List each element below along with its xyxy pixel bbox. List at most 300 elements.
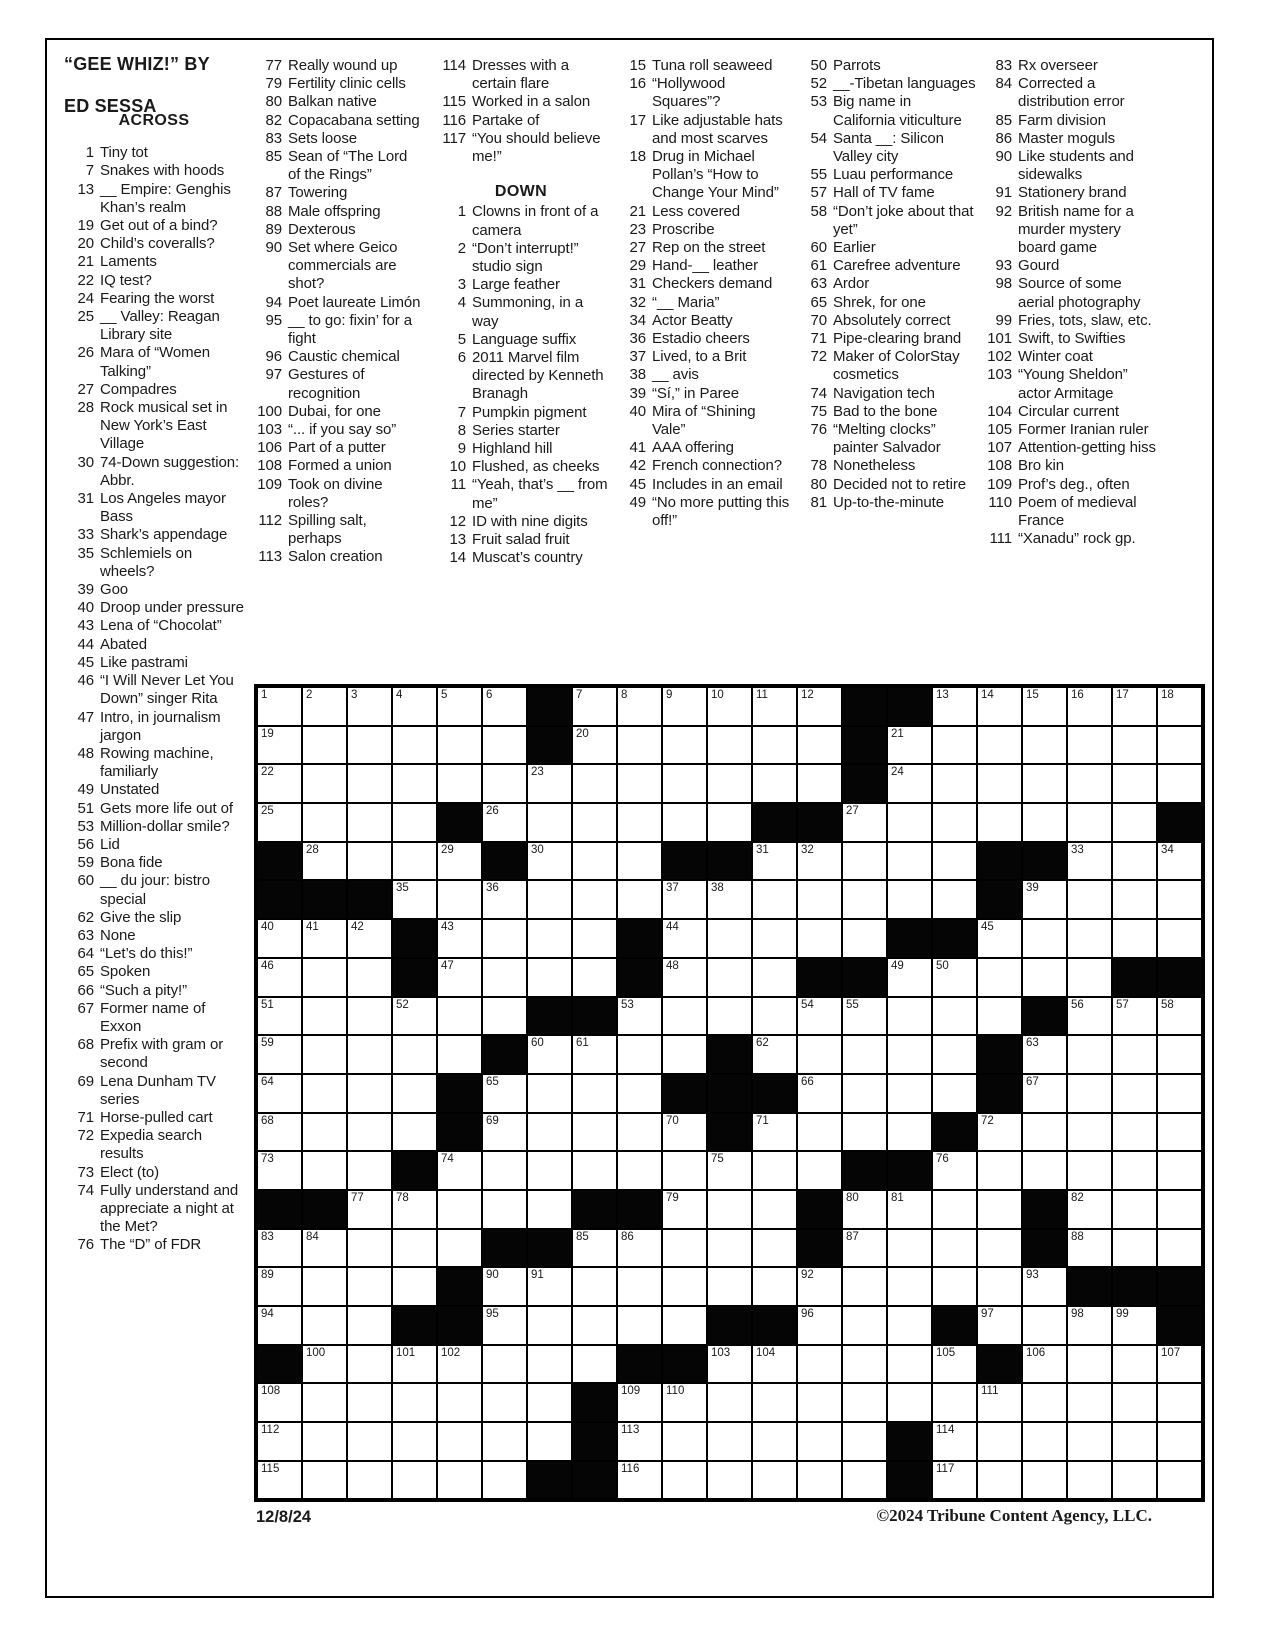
grid-cell-r14c3[interactable] bbox=[347, 1190, 392, 1229]
grid-cell-r9c15[interactable] bbox=[887, 997, 932, 1036]
grid-cell-r20c11[interactable] bbox=[707, 1422, 752, 1461]
grid-cell-r9c16[interactable] bbox=[932, 997, 977, 1036]
grid-cell-r17c19[interactable] bbox=[1067, 1306, 1112, 1345]
grid-cell-r8c6[interactable] bbox=[482, 958, 527, 997]
grid-cell-r12c10[interactable] bbox=[662, 1113, 707, 1152]
grid-cell-r2c17[interactable] bbox=[977, 726, 1022, 765]
grid-cell-r14c4[interactable] bbox=[392, 1190, 437, 1229]
grid-cell-r16c3[interactable] bbox=[347, 1267, 392, 1306]
grid-cell-r20c3[interactable] bbox=[347, 1422, 392, 1461]
grid-cell-r15c1[interactable] bbox=[257, 1229, 302, 1268]
grid-cell-r19c18[interactable] bbox=[1022, 1383, 1067, 1422]
grid-cell-r10c3[interactable] bbox=[347, 1035, 392, 1074]
grid-cell-r14c21[interactable] bbox=[1157, 1190, 1202, 1229]
grid-cell-r18c7[interactable] bbox=[527, 1345, 572, 1384]
grid-cell-r14c14[interactable] bbox=[842, 1190, 887, 1229]
grid-cell-r10c8[interactable] bbox=[572, 1035, 617, 1074]
grid-cell-r2c21[interactable] bbox=[1157, 726, 1202, 765]
grid-cell-r15c12[interactable] bbox=[752, 1229, 797, 1268]
grid-cell-r4c17[interactable] bbox=[977, 803, 1022, 842]
grid-cell-r16c6[interactable] bbox=[482, 1267, 527, 1306]
grid-cell-r1c12[interactable] bbox=[752, 687, 797, 726]
grid-cell-r11c13[interactable] bbox=[797, 1074, 842, 1113]
grid-cell-r3c15[interactable] bbox=[887, 764, 932, 803]
grid-cell-r4c16[interactable] bbox=[932, 803, 977, 842]
grid-cell-r13c6[interactable] bbox=[482, 1151, 527, 1190]
grid-cell-r11c8[interactable] bbox=[572, 1074, 617, 1113]
grid-cell-r10c16[interactable] bbox=[932, 1035, 977, 1074]
grid-cell-r20c5[interactable] bbox=[437, 1422, 482, 1461]
grid-cell-r17c18[interactable] bbox=[1022, 1306, 1067, 1345]
grid-cell-r8c5[interactable] bbox=[437, 958, 482, 997]
grid-cell-r1c4[interactable] bbox=[392, 687, 437, 726]
grid-cell-r5c12[interactable] bbox=[752, 842, 797, 881]
grid-cell-r15c9[interactable] bbox=[617, 1229, 662, 1268]
grid-cell-r7c7[interactable] bbox=[527, 919, 572, 958]
grid-cell-r14c16[interactable] bbox=[932, 1190, 977, 1229]
grid-cell-r13c1[interactable] bbox=[257, 1151, 302, 1190]
grid-cell-r1c17[interactable] bbox=[977, 687, 1022, 726]
grid-cell-r5c14[interactable] bbox=[842, 842, 887, 881]
grid-cell-r19c10[interactable] bbox=[662, 1383, 707, 1422]
grid-cell-r19c4[interactable] bbox=[392, 1383, 437, 1422]
grid-cell-r17c15[interactable] bbox=[887, 1306, 932, 1345]
grid-cell-r18c19[interactable] bbox=[1067, 1345, 1112, 1384]
grid-cell-r21c18[interactable] bbox=[1022, 1461, 1067, 1500]
grid-cell-r13c13[interactable] bbox=[797, 1151, 842, 1190]
grid-cell-r3c18[interactable] bbox=[1022, 764, 1067, 803]
grid-cell-r1c2[interactable] bbox=[302, 687, 347, 726]
grid-cell-r2c6[interactable] bbox=[482, 726, 527, 765]
grid-cell-r21c16[interactable] bbox=[932, 1461, 977, 1500]
grid-cell-r11c1[interactable] bbox=[257, 1074, 302, 1113]
grid-cell-r17c13[interactable] bbox=[797, 1306, 842, 1345]
grid-cell-r2c12[interactable] bbox=[752, 726, 797, 765]
grid-cell-r20c2[interactable] bbox=[302, 1422, 347, 1461]
grid-cell-r4c11[interactable] bbox=[707, 803, 752, 842]
grid-cell-r6c10[interactable] bbox=[662, 880, 707, 919]
grid-cell-r3c21[interactable] bbox=[1157, 764, 1202, 803]
grid-cell-r14c19[interactable] bbox=[1067, 1190, 1112, 1229]
grid-cell-r4c8[interactable] bbox=[572, 803, 617, 842]
grid-cell-r9c10[interactable] bbox=[662, 997, 707, 1036]
grid-cell-r10c5[interactable] bbox=[437, 1035, 482, 1074]
grid-cell-r16c12[interactable] bbox=[752, 1267, 797, 1306]
grid-cell-r12c6[interactable] bbox=[482, 1113, 527, 1152]
grid-cell-r19c2[interactable] bbox=[302, 1383, 347, 1422]
grid-cell-r6c14[interactable] bbox=[842, 880, 887, 919]
grid-cell-r8c11[interactable] bbox=[707, 958, 752, 997]
grid-cell-r15c8[interactable] bbox=[572, 1229, 617, 1268]
grid-cell-r20c19[interactable] bbox=[1067, 1422, 1112, 1461]
grid-cell-r1c8[interactable] bbox=[572, 687, 617, 726]
grid-cell-r18c8[interactable] bbox=[572, 1345, 617, 1384]
grid-cell-r6c18[interactable] bbox=[1022, 880, 1067, 919]
grid-cell-r2c8[interactable] bbox=[572, 726, 617, 765]
grid-cell-r19c19[interactable] bbox=[1067, 1383, 1112, 1422]
grid-cell-r21c5[interactable] bbox=[437, 1461, 482, 1500]
grid-cell-r3c3[interactable] bbox=[347, 764, 392, 803]
grid-cell-r6c16[interactable] bbox=[932, 880, 977, 919]
grid-cell-r18c15[interactable] bbox=[887, 1345, 932, 1384]
grid-cell-r7c8[interactable] bbox=[572, 919, 617, 958]
grid-cell-r3c20[interactable] bbox=[1112, 764, 1157, 803]
grid-cell-r19c7[interactable] bbox=[527, 1383, 572, 1422]
grid-cell-r12c7[interactable] bbox=[527, 1113, 572, 1152]
grid-cell-r3c17[interactable] bbox=[977, 764, 1022, 803]
grid-cell-r13c10[interactable] bbox=[662, 1151, 707, 1190]
grid-cell-r18c5[interactable] bbox=[437, 1345, 482, 1384]
grid-cell-r14c12[interactable] bbox=[752, 1190, 797, 1229]
grid-cell-r2c18[interactable] bbox=[1022, 726, 1067, 765]
grid-cell-r19c3[interactable] bbox=[347, 1383, 392, 1422]
grid-cell-r10c19[interactable] bbox=[1067, 1035, 1112, 1074]
grid-cell-r17c9[interactable] bbox=[617, 1306, 662, 1345]
grid-cell-r6c15[interactable] bbox=[887, 880, 932, 919]
grid-cell-r18c11[interactable] bbox=[707, 1345, 752, 1384]
grid-cell-r12c3[interactable] bbox=[347, 1113, 392, 1152]
grid-cell-r8c18[interactable] bbox=[1022, 958, 1067, 997]
grid-cell-r9c17[interactable] bbox=[977, 997, 1022, 1036]
grid-cell-r7c2[interactable] bbox=[302, 919, 347, 958]
grid-cell-r10c13[interactable] bbox=[797, 1035, 842, 1074]
grid-cell-r18c20[interactable] bbox=[1112, 1345, 1157, 1384]
grid-cell-r3c1[interactable] bbox=[257, 764, 302, 803]
grid-cell-r19c6[interactable] bbox=[482, 1383, 527, 1422]
grid-cell-r7c11[interactable] bbox=[707, 919, 752, 958]
grid-cell-r5c7[interactable] bbox=[527, 842, 572, 881]
grid-cell-r16c15[interactable] bbox=[887, 1267, 932, 1306]
grid-cell-r19c13[interactable] bbox=[797, 1383, 842, 1422]
grid-cell-r16c14[interactable] bbox=[842, 1267, 887, 1306]
grid-cell-r1c20[interactable] bbox=[1112, 687, 1157, 726]
grid-cell-r8c8[interactable] bbox=[572, 958, 617, 997]
grid-cell-r11c16[interactable] bbox=[932, 1074, 977, 1113]
grid-cell-r4c18[interactable] bbox=[1022, 803, 1067, 842]
grid-cell-r21c3[interactable] bbox=[347, 1461, 392, 1500]
grid-cell-r2c1[interactable] bbox=[257, 726, 302, 765]
grid-cell-r1c21[interactable] bbox=[1157, 687, 1202, 726]
grid-cell-r21c1[interactable] bbox=[257, 1461, 302, 1500]
grid-cell-r16c1[interactable] bbox=[257, 1267, 302, 1306]
grid-cell-r7c19[interactable] bbox=[1067, 919, 1112, 958]
grid-cell-r19c1[interactable] bbox=[257, 1383, 302, 1422]
grid-cell-r5c4[interactable] bbox=[392, 842, 437, 881]
grid-cell-r12c9[interactable] bbox=[617, 1113, 662, 1152]
grid-cell-r20c20[interactable] bbox=[1112, 1422, 1157, 1461]
grid-cell-r9c1[interactable] bbox=[257, 997, 302, 1036]
grid-cell-r18c2[interactable] bbox=[302, 1345, 347, 1384]
grid-cell-r6c13[interactable] bbox=[797, 880, 842, 919]
grid-cell-r6c7[interactable] bbox=[527, 880, 572, 919]
grid-cell-r16c17[interactable] bbox=[977, 1267, 1022, 1306]
grid-cell-r1c3[interactable] bbox=[347, 687, 392, 726]
grid-cell-r5c15[interactable] bbox=[887, 842, 932, 881]
grid-cell-r4c15[interactable] bbox=[887, 803, 932, 842]
grid-cell-r11c3[interactable] bbox=[347, 1074, 392, 1113]
grid-cell-r19c17[interactable] bbox=[977, 1383, 1022, 1422]
grid-cell-r12c8[interactable] bbox=[572, 1113, 617, 1152]
grid-cell-r10c18[interactable] bbox=[1022, 1035, 1067, 1074]
grid-cell-r9c9[interactable] bbox=[617, 997, 662, 1036]
grid-cell-r8c1[interactable] bbox=[257, 958, 302, 997]
grid-cell-r12c21[interactable] bbox=[1157, 1113, 1202, 1152]
grid-cell-r18c4[interactable] bbox=[392, 1345, 437, 1384]
grid-cell-r21c21[interactable] bbox=[1157, 1461, 1202, 1500]
grid-cell-r13c16[interactable] bbox=[932, 1151, 977, 1190]
grid-cell-r10c20[interactable] bbox=[1112, 1035, 1157, 1074]
grid-cell-r12c17[interactable] bbox=[977, 1113, 1022, 1152]
grid-cell-r16c2[interactable] bbox=[302, 1267, 347, 1306]
grid-cell-r15c17[interactable] bbox=[977, 1229, 1022, 1268]
grid-cell-r1c1[interactable] bbox=[257, 687, 302, 726]
grid-cell-r15c16[interactable] bbox=[932, 1229, 977, 1268]
grid-cell-r2c15[interactable] bbox=[887, 726, 932, 765]
grid-cell-r5c21[interactable] bbox=[1157, 842, 1202, 881]
grid-cell-r4c3[interactable] bbox=[347, 803, 392, 842]
grid-cell-r4c2[interactable] bbox=[302, 803, 347, 842]
grid-cell-r18c16[interactable] bbox=[932, 1345, 977, 1384]
grid-cell-r6c11[interactable] bbox=[707, 880, 752, 919]
grid-cell-r16c10[interactable] bbox=[662, 1267, 707, 1306]
grid-cell-r13c11[interactable] bbox=[707, 1151, 752, 1190]
grid-cell-r11c20[interactable] bbox=[1112, 1074, 1157, 1113]
grid-cell-r9c13[interactable] bbox=[797, 997, 842, 1036]
grid-cell-r10c21[interactable] bbox=[1157, 1035, 1202, 1074]
grid-cell-r17c6[interactable] bbox=[482, 1306, 527, 1345]
grid-cell-r13c18[interactable] bbox=[1022, 1151, 1067, 1190]
grid-cell-r5c16[interactable] bbox=[932, 842, 977, 881]
grid-cell-r10c10[interactable] bbox=[662, 1035, 707, 1074]
grid-cell-r7c20[interactable] bbox=[1112, 919, 1157, 958]
grid-cell-r16c13[interactable] bbox=[797, 1267, 842, 1306]
grid-cell-r19c14[interactable] bbox=[842, 1383, 887, 1422]
grid-cell-r6c6[interactable] bbox=[482, 880, 527, 919]
grid-cell-r16c8[interactable] bbox=[572, 1267, 617, 1306]
grid-cell-r2c16[interactable] bbox=[932, 726, 977, 765]
grid-cell-r13c19[interactable] bbox=[1067, 1151, 1112, 1190]
grid-cell-r13c5[interactable] bbox=[437, 1151, 482, 1190]
grid-cell-r4c6[interactable] bbox=[482, 803, 527, 842]
grid-cell-r4c20[interactable] bbox=[1112, 803, 1157, 842]
grid-cell-r9c14[interactable] bbox=[842, 997, 887, 1036]
grid-cell-r9c2[interactable] bbox=[302, 997, 347, 1036]
grid-cell-r4c14[interactable] bbox=[842, 803, 887, 842]
grid-cell-r10c2[interactable] bbox=[302, 1035, 347, 1074]
grid-cell-r7c13[interactable] bbox=[797, 919, 842, 958]
grid-cell-r10c14[interactable] bbox=[842, 1035, 887, 1074]
grid-cell-r7c10[interactable] bbox=[662, 919, 707, 958]
grid-cell-r1c9[interactable] bbox=[617, 687, 662, 726]
grid-cell-r7c14[interactable] bbox=[842, 919, 887, 958]
grid-cell-r17c20[interactable] bbox=[1112, 1306, 1157, 1345]
grid-cell-r20c4[interactable] bbox=[392, 1422, 437, 1461]
grid-cell-r7c21[interactable] bbox=[1157, 919, 1202, 958]
grid-cell-r19c15[interactable] bbox=[887, 1383, 932, 1422]
grid-cell-r2c4[interactable] bbox=[392, 726, 437, 765]
grid-cell-r20c14[interactable] bbox=[842, 1422, 887, 1461]
grid-cell-r5c13[interactable] bbox=[797, 842, 842, 881]
grid-cell-r1c11[interactable] bbox=[707, 687, 752, 726]
grid-cell-r3c8[interactable] bbox=[572, 764, 617, 803]
grid-cell-r14c17[interactable] bbox=[977, 1190, 1022, 1229]
grid-cell-r19c11[interactable] bbox=[707, 1383, 752, 1422]
grid-cell-r15c11[interactable] bbox=[707, 1229, 752, 1268]
grid-cell-r17c2[interactable] bbox=[302, 1306, 347, 1345]
grid-cell-r6c19[interactable] bbox=[1067, 880, 1112, 919]
grid-cell-r7c6[interactable] bbox=[482, 919, 527, 958]
grid-cell-r20c13[interactable] bbox=[797, 1422, 842, 1461]
grid-cell-r10c15[interactable] bbox=[887, 1035, 932, 1074]
grid-cell-r20c17[interactable] bbox=[977, 1422, 1022, 1461]
grid-cell-r20c18[interactable] bbox=[1022, 1422, 1067, 1461]
grid-cell-r4c1[interactable] bbox=[257, 803, 302, 842]
grid-cell-r6c8[interactable] bbox=[572, 880, 617, 919]
grid-cell-r15c2[interactable] bbox=[302, 1229, 347, 1268]
grid-cell-r9c12[interactable] bbox=[752, 997, 797, 1036]
grid-cell-r15c5[interactable] bbox=[437, 1229, 482, 1268]
grid-cell-r19c21[interactable] bbox=[1157, 1383, 1202, 1422]
grid-cell-r9c21[interactable] bbox=[1157, 997, 1202, 1036]
grid-cell-r17c7[interactable] bbox=[527, 1306, 572, 1345]
grid-cell-r21c11[interactable] bbox=[707, 1461, 752, 1500]
grid-cell-r11c2[interactable] bbox=[302, 1074, 347, 1113]
grid-cell-r20c21[interactable] bbox=[1157, 1422, 1202, 1461]
grid-cell-r18c6[interactable] bbox=[482, 1345, 527, 1384]
grid-cell-r13c17[interactable] bbox=[977, 1151, 1022, 1190]
grid-cell-r7c18[interactable] bbox=[1022, 919, 1067, 958]
grid-cell-r21c6[interactable] bbox=[482, 1461, 527, 1500]
grid-cell-r8c12[interactable] bbox=[752, 958, 797, 997]
grid-cell-r5c5[interactable] bbox=[437, 842, 482, 881]
grid-cell-r8c2[interactable] bbox=[302, 958, 347, 997]
grid-cell-r8c15[interactable] bbox=[887, 958, 932, 997]
grid-cell-r13c20[interactable] bbox=[1112, 1151, 1157, 1190]
grid-cell-r6c5[interactable] bbox=[437, 880, 482, 919]
grid-cell-r20c9[interactable] bbox=[617, 1422, 662, 1461]
grid-cell-r2c9[interactable] bbox=[617, 726, 662, 765]
grid-cell-r1c19[interactable] bbox=[1067, 687, 1112, 726]
grid-cell-r12c12[interactable] bbox=[752, 1113, 797, 1152]
grid-cell-r19c5[interactable] bbox=[437, 1383, 482, 1422]
grid-cell-r4c10[interactable] bbox=[662, 803, 707, 842]
grid-cell-r11c19[interactable] bbox=[1067, 1074, 1112, 1113]
grid-cell-r11c18[interactable] bbox=[1022, 1074, 1067, 1113]
grid-cell-r7c3[interactable] bbox=[347, 919, 392, 958]
grid-cell-r11c7[interactable] bbox=[527, 1074, 572, 1113]
grid-cell-r10c4[interactable] bbox=[392, 1035, 437, 1074]
grid-cell-r6c9[interactable] bbox=[617, 880, 662, 919]
grid-cell-r9c5[interactable] bbox=[437, 997, 482, 1036]
grid-cell-r21c17[interactable] bbox=[977, 1461, 1022, 1500]
grid-cell-r9c11[interactable] bbox=[707, 997, 752, 1036]
grid-cell-r12c15[interactable] bbox=[887, 1113, 932, 1152]
grid-cell-r2c2[interactable] bbox=[302, 726, 347, 765]
grid-cell-r12c13[interactable] bbox=[797, 1113, 842, 1152]
grid-cell-r20c16[interactable] bbox=[932, 1422, 977, 1461]
grid-cell-r17c3[interactable] bbox=[347, 1306, 392, 1345]
grid-cell-r17c1[interactable] bbox=[257, 1306, 302, 1345]
grid-cell-r3c10[interactable] bbox=[662, 764, 707, 803]
grid-cell-r21c12[interactable] bbox=[752, 1461, 797, 1500]
grid-cell-r7c12[interactable] bbox=[752, 919, 797, 958]
grid-cell-r3c4[interactable] bbox=[392, 764, 437, 803]
grid-cell-r20c7[interactable] bbox=[527, 1422, 572, 1461]
grid-cell-r12c19[interactable] bbox=[1067, 1113, 1112, 1152]
grid-cell-r19c20[interactable] bbox=[1112, 1383, 1157, 1422]
grid-cell-r20c1[interactable] bbox=[257, 1422, 302, 1461]
grid-cell-r9c20[interactable] bbox=[1112, 997, 1157, 1036]
grid-cell-r11c6[interactable] bbox=[482, 1074, 527, 1113]
grid-cell-r21c19[interactable] bbox=[1067, 1461, 1112, 1500]
grid-cell-r16c9[interactable] bbox=[617, 1267, 662, 1306]
grid-cell-r14c20[interactable] bbox=[1112, 1190, 1157, 1229]
grid-cell-r21c14[interactable] bbox=[842, 1461, 887, 1500]
grid-cell-r11c4[interactable] bbox=[392, 1074, 437, 1113]
grid-cell-r15c3[interactable] bbox=[347, 1229, 392, 1268]
grid-cell-r1c16[interactable] bbox=[932, 687, 977, 726]
grid-cell-r8c7[interactable] bbox=[527, 958, 572, 997]
grid-cell-r17c17[interactable] bbox=[977, 1306, 1022, 1345]
grid-cell-r21c2[interactable] bbox=[302, 1461, 347, 1500]
grid-cell-r11c21[interactable] bbox=[1157, 1074, 1202, 1113]
grid-cell-r16c7[interactable] bbox=[527, 1267, 572, 1306]
grid-cell-r16c11[interactable] bbox=[707, 1267, 752, 1306]
grid-cell-r20c10[interactable] bbox=[662, 1422, 707, 1461]
grid-cell-r21c9[interactable] bbox=[617, 1461, 662, 1500]
grid-cell-r18c18[interactable] bbox=[1022, 1345, 1067, 1384]
grid-cell-r10c7[interactable] bbox=[527, 1035, 572, 1074]
grid-cell-r6c12[interactable] bbox=[752, 880, 797, 919]
grid-cell-r18c12[interactable] bbox=[752, 1345, 797, 1384]
grid-cell-r15c20[interactable] bbox=[1112, 1229, 1157, 1268]
grid-cell-r2c11[interactable] bbox=[707, 726, 752, 765]
grid-cell-r15c14[interactable] bbox=[842, 1229, 887, 1268]
grid-cell-r15c10[interactable] bbox=[662, 1229, 707, 1268]
grid-cell-r9c6[interactable] bbox=[482, 997, 527, 1036]
grid-cell-r4c7[interactable] bbox=[527, 803, 572, 842]
grid-cell-r15c21[interactable] bbox=[1157, 1229, 1202, 1268]
grid-cell-r5c9[interactable] bbox=[617, 842, 662, 881]
grid-cell-r18c3[interactable] bbox=[347, 1345, 392, 1384]
grid-cell-r2c19[interactable] bbox=[1067, 726, 1112, 765]
grid-cell-r4c9[interactable] bbox=[617, 803, 662, 842]
grid-cell-r18c14[interactable] bbox=[842, 1345, 887, 1384]
grid-cell-r2c5[interactable] bbox=[437, 726, 482, 765]
grid-cell-r13c7[interactable] bbox=[527, 1151, 572, 1190]
grid-cell-r11c14[interactable] bbox=[842, 1074, 887, 1113]
grid-cell-r2c20[interactable] bbox=[1112, 726, 1157, 765]
grid-cell-r5c3[interactable] bbox=[347, 842, 392, 881]
grid-cell-r3c6[interactable] bbox=[482, 764, 527, 803]
grid-cell-r12c14[interactable] bbox=[842, 1113, 887, 1152]
grid-cell-r12c20[interactable] bbox=[1112, 1113, 1157, 1152]
grid-cell-r8c3[interactable] bbox=[347, 958, 392, 997]
grid-cell-r14c10[interactable] bbox=[662, 1190, 707, 1229]
grid-cell-r12c2[interactable] bbox=[302, 1113, 347, 1152]
grid-cell-r10c12[interactable] bbox=[752, 1035, 797, 1074]
grid-cell-r19c16[interactable] bbox=[932, 1383, 977, 1422]
grid-cell-r21c10[interactable] bbox=[662, 1461, 707, 1500]
grid-cell-r3c13[interactable] bbox=[797, 764, 842, 803]
grid-cell-r2c3[interactable] bbox=[347, 726, 392, 765]
grid-cell-r13c12[interactable] bbox=[752, 1151, 797, 1190]
grid-cell-r5c19[interactable] bbox=[1067, 842, 1112, 881]
grid-cell-r12c18[interactable] bbox=[1022, 1113, 1067, 1152]
grid-cell-r6c20[interactable] bbox=[1112, 880, 1157, 919]
grid-cell-r14c15[interactable] bbox=[887, 1190, 932, 1229]
grid-cell-r11c15[interactable] bbox=[887, 1074, 932, 1113]
